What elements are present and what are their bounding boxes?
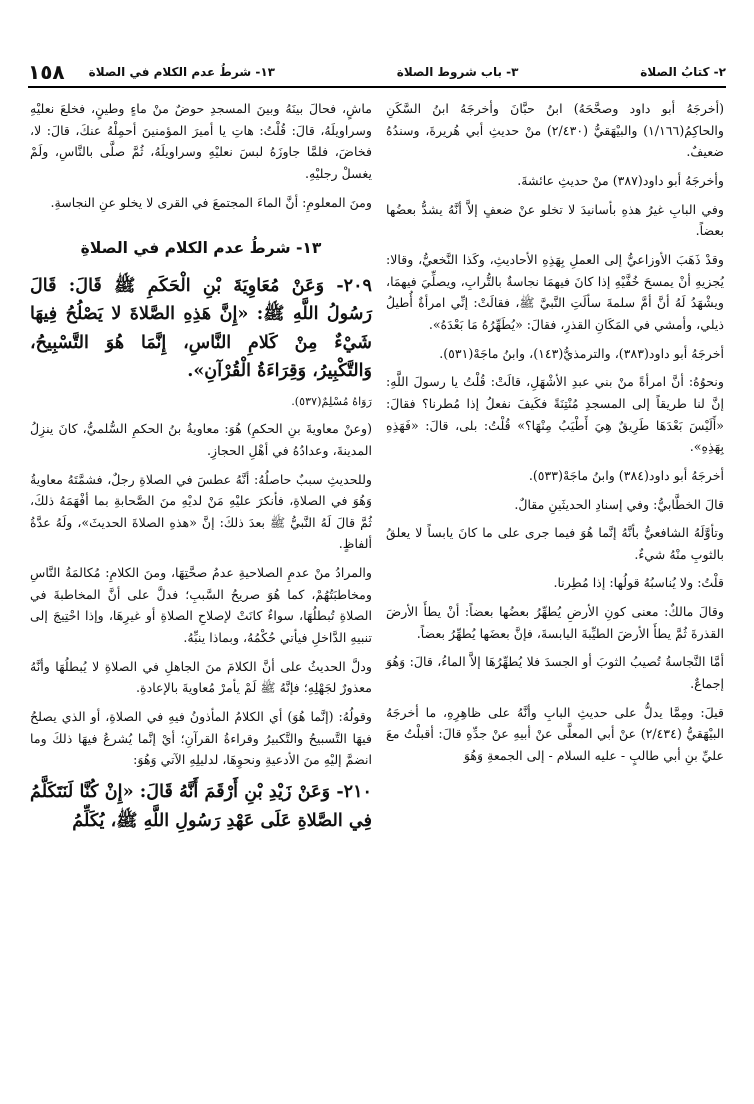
paragraph: (وعنْ معاويةَ بنِ الحكمِ) هُوَ: معاويةُ بنُ الحكمِ السُّلميُّ، كانَ ينزِلُ المدينةَ، وعدادُهُ في أهْلِ الحجازِ. bbox=[30, 421, 372, 458]
paragraph: أمَّا النَّجاسةُ تُصيبُ الثوبَ أو الجسدَ فلا يُطهِّرُهَا إلاَّ الماءُ، قالَ: وَهُوَ إجماعٌ. bbox=[386, 654, 724, 692]
paragraph: ومنَ المعلومِ: أنَّ الماءَ المجتمعَ في القرى لا يخلو عنِ النجاسةِ. bbox=[50, 194, 372, 210]
hadith-text: ٢١٠- وَعَنْ زَيْدِ بْنِ أَرْقَمَ أَنَّهُ قَالَ: «إِنْ كُنَّا لَنَتَكَلَّمُ فِي الصَّلاةِ عَلَى عَهْدِ رَسُولِ اللَّهِ ﷺ، يُكَلِّمُ bbox=[30, 781, 372, 831]
paragraph: وأخرجَهُ أبو داود(٣٨٧) منْ حديثِ عائشةَ. bbox=[517, 172, 724, 188]
header-chapter-title: ٣- باب شروط الصلاة bbox=[396, 65, 519, 79]
left-column bbox=[30, 98, 372, 1094]
paragraph: ودلَّ الحديثُ على أنَّ الكلامَ منَ الجاهلِ في الصلاةِ لا يُبطلُهَا وأنَّهُ معذورٌ لجَهْلِهِ؛ فإنَّهُ ﷺ لَمْ يأمرْ مُعاويةَ بالإعادةِ. bbox=[30, 658, 372, 696]
paragraph: وقدْ ذَهَبَ الأوزاعيُّ إلى العملِ بِهَذِهِ الأحاديثِ، وكَذا النَّخعيُّ، وقالا: يُجزيهِ أنْ يمسحَ خُفَّيْهِ إذا كانَ فيهمَا نجاسةٌ بالتُّرابِ، ويصلِّيَ فيهمَا، ويشْهَدُ لَهُ أنَّ أمَّ سلمةَ سألَتِ النَّبيَّ ﷺ، فقالَتْ: إنِّي امرأةٌ أُطيلُ ذيلي، وأمشي في المَكَانِ القذرِ، فقالَ: «يُطَهِّرُهُ مَا بَعْدَهُ». bbox=[386, 251, 724, 332]
paragraph: قالَ الخطَّابيُّ: وفي إسنادِ الحديثَينِ مقالٌ. bbox=[514, 496, 724, 512]
paragraph: ماشٍ، فحالَ بينَهُ وبينَ المسجدِ حوضٌ منْ ماءٍ وطينٍ، فخلعَ نعليْهِ وسراويلَهُ، قالَ: قُلْتُ: هاتِ يا أميرَ المؤمنينَ أحمِلْهُ عنكَ، قالَ: لا، فخاضَ، فلمَّا جاوزَهُ لبسَ نعليْهِ وسراويلَهُ، ثُمَّ صلَّى بالنَّاسِ، ولَمْ يغسلْ رجليْهِ. bbox=[30, 101, 372, 181]
running-header bbox=[28, 60, 726, 84]
paragraph: قيلَ: ومِمَّا يدلُّ على حديثِ البابِ وأنَّهُ على ظاهِرِهِ، ما أخرجَهُ البيْهَقيُّ (٢/٤٣٤) عنْ أبي المعلَّى عنْ أبيهِ عنْ جدِّهِ قالَ: أقبلْتُ معَ عليِّ بنِ أبي طالبٍ - عليه السلام - إلى الجمعةِ وَهُوَ bbox=[386, 704, 725, 764]
paragraph: والمرادُ منْ عدمِ الصلاحيةِ عدمُ صحَّتِهَا، ومنَ الكلامِ: مُكالمَةُ النَّاسِ ومخاطبَتُهُمْ، كما هُوَ صريحُ السَّببِ؛ فدلَّ على أنَّ المخاطبةَ في الصلاةِ تُبطلُهَا، سواءٌ كانَتْ لإصلاحِ الصلاةِ أو غيرِهَا، وإذا احْتِيجَ إلى تنبيهِ الدَّاخلِ فيأتي حُكْمُهُ، وبماذا ينبِّهُ. bbox=[30, 565, 372, 646]
paragraph: وفي البابِ غيرُ هذهِ بأسانيدَ لا تخلو عنْ ضعفٍ إلاَّ أنَّهُ يشدُّ بعضُها بعضاً. bbox=[386, 201, 724, 239]
header-left-group bbox=[28, 60, 275, 84]
paragraph: ونحوُهُ: أنَّ امرأةً منْ بني عبدِ الأشْهَلِ، قالَتْ: قُلْتُ يا رسولَ اللَّهِ: إنَّ لنا طريقاً إلى المسجدِ مُنْتِنَةً فكَيفَ نفعلُ إذا مُطرنا؟ فقالَ: «أَلَيْسَ بَعْدَهَا طَرِيقٌ هِيَ أَطْيَبُ مِنْهَا؟» قُلْتُ: بلى، قالَ: «فَهَذِهِ بِهَذِهِ». bbox=[386, 374, 724, 455]
paragraph: وقولُهُ: (إنَّما هُوَ) أي الكلامُ المأذونُ فيهِ في الصلاةِ، أو الذي يصلحُ فيهَا التَّسبيحُ والتَّكبيرُ وقراءةُ القرآنِ؛ أيْ إنَّما يُشرعُ فيهَا ذلكَ وما انضمَّ إليْهِ منَ الأدعيةِ ونحوِهَا، لدليلِهِ الآتي وَهُوَ: bbox=[30, 709, 372, 768]
hadith-text: ٢٠٩- وَعَنْ مُعَاوِيَةَ بْنِ الْحَكَمِ ﷺ قَالَ: قَالَ رَسُولُ اللَّهِ ﷺ: «إِنَّ هَذِهِ الصَّلاةَ لا يَصْلُحُ فِيهَا شَيْءٌ مِنْ كَلامِ النَّاسِ، إِنَّمَا هُوَ التَّسْبِيحُ، وَالتَّكْبِيرُ، وَقِرَاءَةُ الْقُرْآنِ». bbox=[30, 274, 372, 382]
header-book-title: ٢- كتابُ الصلاة bbox=[640, 65, 726, 79]
paragraph: (أخرجَهُ أبو داود وصحَّحَهُ) ابنُ حبَّانَ وأخرجَهُ ابنُ السَّكَنِ والحاكِمُ(١/١٦٦) والبيْهَقيُّ (٢/٤٣٠) منْ حديثِ أبي هُريرةَ، وسندُهُ ضعيفٌ. bbox=[386, 101, 724, 160]
paragraph: وللحديثِ سببٌ حاصلُهُ: أنَّهُ عطسَ في الصلاةِ رجلٌ، فشمَّتَهُ معاويةُ وَهُوَ في الصلاةِ، فأنكرَ عليْهِ مَنْ لديْهِ منَ الصَّحابةِ بما أفْهَمَهُ ذلكَ، ثُمَّ قالَ لَهُ النَّبيُّ ﷺ بعدَ ذلكَ: إنَّ «هذهِ الصلاةَ الحديثَ»، ولَهُ عدَّةُ ألفاظٍ. bbox=[30, 471, 372, 552]
right-column bbox=[386, 98, 724, 1094]
paragraph: وقالَ مالكٌ: معنى كونِ الأرضِ يُطهِّرُ بعضُها بعضاً: أنْ يطأَ الأرضَ القذرةَ ثُمَّ يطأَ الأرضَ الطيِّبةَ اليابسةَ، فإنَّ بعضَها يُطهِّرُ بعضاً. bbox=[386, 604, 724, 641]
page-number: ١٥٨ bbox=[28, 60, 65, 84]
paragraph: أخرجَهُ أبو داود(٣٨٣)، والترمذيُّ(١٤٣)، وابنُ ماجَهْ(٥٣١). bbox=[439, 345, 724, 361]
paragraph: وتأوَّلَهُ الشافعيُّ بأنَّهُ إنَّما هُوَ فيما جرى على ما كانَ يابساً لا يعلقُ بالثوبِ منْهُ شيءٌ. bbox=[386, 525, 724, 562]
paragraph: قلْتُ: ولا يُناسبُهُ قولُها: إذا مُطِرنا. bbox=[553, 575, 724, 591]
hadith-source: رَوَاهُ مُسْلِمٌ(٥٣٧). bbox=[291, 394, 372, 408]
section-title: ١٣- شرطُ عدم الكلام في الصلاةِ bbox=[80, 239, 322, 258]
header-rule bbox=[28, 86, 726, 88]
paragraph: أخرجَهُ أبو داود(٣٨٤) وابنُ ماجَهْ(٥٣٣). bbox=[528, 467, 724, 483]
header-section-title: ١٣- شرطُ عدم الكلام في الصلاة bbox=[88, 65, 275, 79]
